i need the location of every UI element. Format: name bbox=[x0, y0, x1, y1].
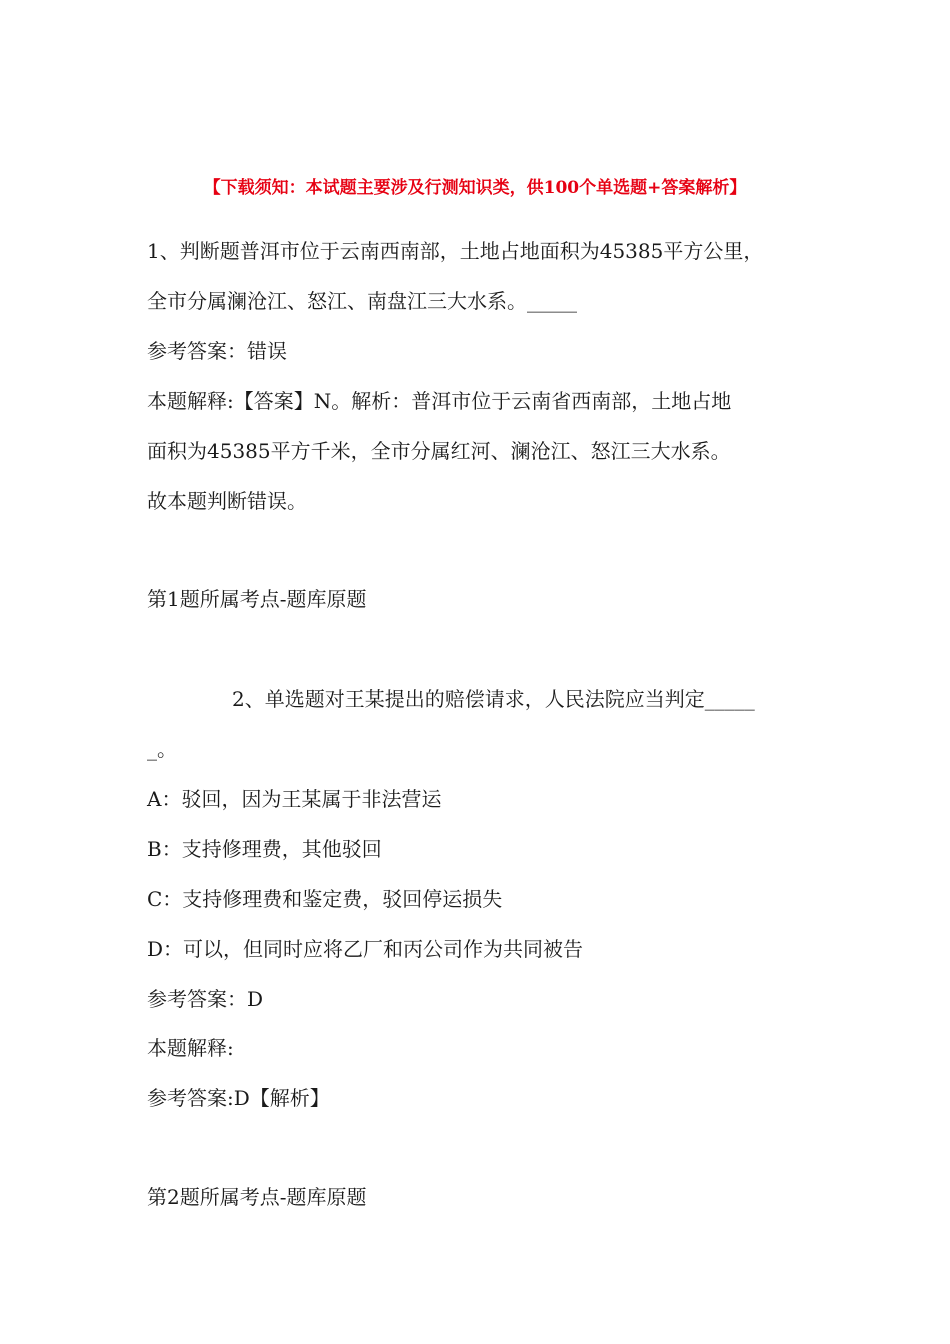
q1-explain-line1: 本题解释:【答案】N。解析：普洱市位于云南省西南部，土地占地 bbox=[147, 389, 732, 413]
q2-answer: 参考答案：D bbox=[147, 987, 264, 1011]
q2-option-d: D：可以，但同时应将乙厂和丙公司作为共同被告 bbox=[147, 937, 584, 961]
q2-option-a: A：驳回，因为王某属于非法营运 bbox=[147, 787, 442, 811]
q2-point: 第2题所属考点-题库原题 bbox=[147, 1185, 367, 1209]
q2-explain-answer: 参考答案:D【解析】 bbox=[147, 1086, 330, 1110]
q2-stem-line1: 2、单选题对王某提出的赔偿请求，人民法院应当判定_____ bbox=[232, 687, 755, 711]
q2-option-b: B：支持修理费，其他驳回 bbox=[147, 837, 382, 861]
q1-stem-line2: 全市分属澜沧江、怒江、南盘江三大水系。_____ bbox=[147, 289, 577, 313]
q1-answer: 参考答案：错误 bbox=[147, 339, 287, 363]
q1-explain-line3: 故本题判断错误。 bbox=[147, 489, 307, 513]
q2-option-c: C：支持修理费和鉴定费，驳回停运损失 bbox=[147, 887, 503, 911]
download-notice: 【下载须知：本试题主要涉及行测知识类，供100个单选题+答案解析】 bbox=[203, 178, 747, 198]
q1-stem-line1: 1、判断题普洱市位于云南西南部，土地占地面积为45385平方公里， bbox=[147, 239, 764, 263]
q2-stem-line2: _。 bbox=[147, 737, 177, 761]
q1-explain-line2: 面积为45385平方千米，全市分属红河、澜沧江、怒江三大水系。 bbox=[147, 439, 731, 463]
q1-point: 第1题所属考点-题库原题 bbox=[147, 587, 367, 611]
q2-explain-label: 本题解释: bbox=[147, 1036, 234, 1060]
